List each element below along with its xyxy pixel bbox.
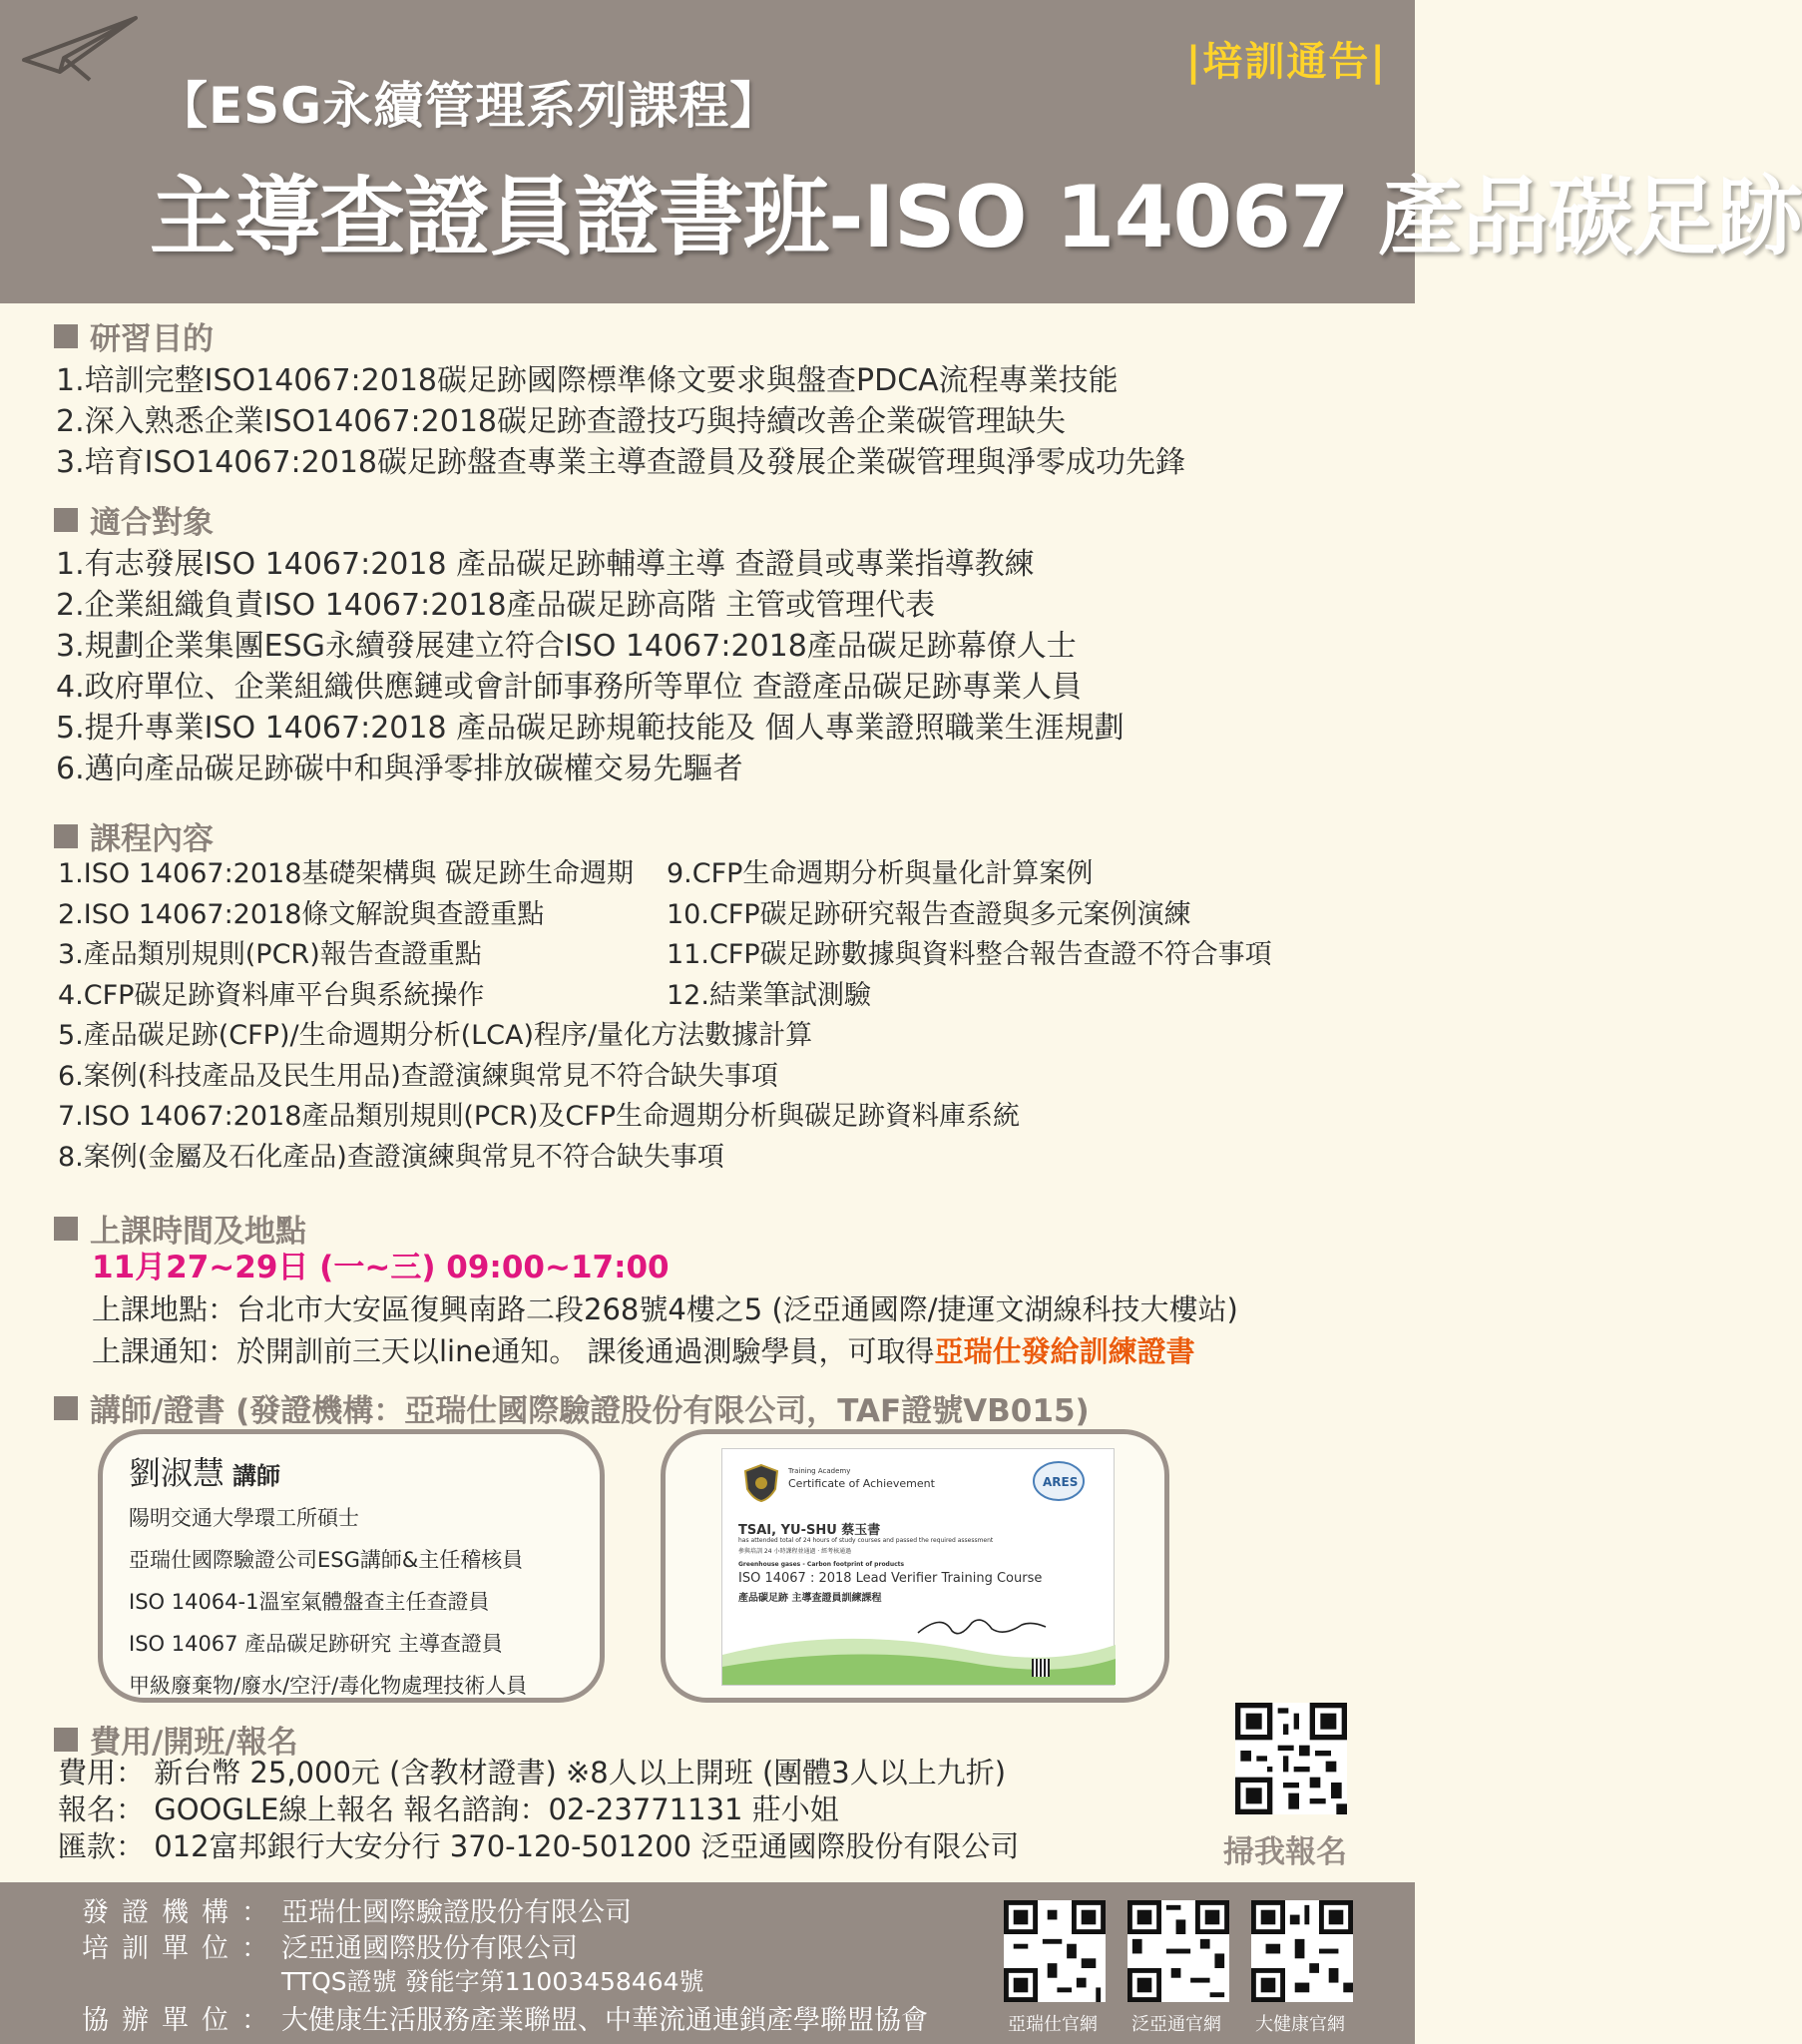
- instructor-name: 劉淑慧 講師: [129, 1454, 281, 1492]
- credential: ISO 14064-1溫室氣體盤查主任查證員: [129, 1590, 490, 1614]
- certificate-image: Training Academy Certificate of Achievement ARES TSAI, YU-SHU 蔡玉書 has attended total of 24 hours of study courses and passed the required assessment 參與培訓 24 小時課程並通過 · 經考核通過 Greenhouse gases - Carbon footprint of products ISO 14067 : 2018 Lead Verifier Training Course 產品碳足跡 主導查證員訓練課程: [721, 1448, 1115, 1686]
- purpose-section: [54, 313, 1185, 483]
- square-bullet-icon: [54, 324, 78, 348]
- square-bullet-icon: [54, 824, 78, 848]
- course-heading: 課程內容: [54, 813, 214, 858]
- class-location: 上課地點：台北市大安區復興南路二段268號4樓之5 (泛亞通國際/捷運文湖線科技大樓站): [92, 1292, 1238, 1326]
- course-item: 8.案例(金屬及石化產品)查證演練與常見不符合缺失事項: [58, 1141, 724, 1173]
- square-bullet-icon: [54, 508, 78, 532]
- course-item: 7.ISO 14067:2018產品類別規則(PCR)及CFP生命週期分析與碳足跡資料庫系統: [58, 1101, 1021, 1132]
- instructor-heading: 講師/證書 (發證機構：亞瑞仕國際驗證股份有限公司，TAF證號VB015): [54, 1385, 1090, 1430]
- list-item: 4.政府單位、企業組織供應鏈或會計師事務所等單位 查證產品碳足跡專業人員: [56, 670, 1083, 705]
- audience-section: [54, 497, 1125, 789]
- list-item: 5.提升專業ISO 14067:2018 產品碳足跡規範技能及 個人專業證照職業生涯規劃: [56, 711, 1125, 746]
- register-qr-code[interactable]: [1235, 1703, 1347, 1814]
- list-item: 2.企業組織負責ISO 14067:2018產品碳足跡高階 主管或管理代表: [56, 588, 936, 623]
- course-heading-wrap: [54, 813, 214, 858]
- schedule-heading: 上課時間及地點: [54, 1206, 306, 1251]
- credential: ISO 14067 產品碳足跡研究 主導查證員: [129, 1632, 503, 1656]
- bank-line: 匯款： 012富邦銀行大安分行 370-120-501200 泛亞通國際股份有限公司: [58, 1829, 1020, 1863]
- certificate-highlight: 亞瑞仕發給訓練證書: [934, 1334, 1195, 1368]
- health-website-qr[interactable]: [1251, 1900, 1353, 2002]
- course-item: 6.案例(科技產品及民生用品)查證演練與常見不符合缺失事項: [58, 1060, 778, 1092]
- issuer-line: 發證機構：亞瑞仕國際驗證股份有限公司: [82, 1897, 632, 1928]
- course-list: [58, 854, 1395, 1178]
- list-item: 1.培訓完整ISO14067:2018碳足跡國際標準條文要求與盤查PDCA流程專業技能: [56, 363, 1119, 398]
- certificate-wave-decoration: [722, 1615, 1116, 1685]
- class-notice: 上課通知：於開訓前三天以line通知。 課後通過測驗學員，可取得亞瑞仕發給訓練證書: [92, 1334, 1195, 1368]
- register-line: 報名： GOOGLE線上報名 報名諮詢：02-23771131 莊小姐: [58, 1792, 839, 1826]
- qr-label: 大健康官網: [1255, 2014, 1345, 2035]
- course-item: 5.產品碳足跡(CFP)/生命週期分析(LCA)程序/量化方法數據計算: [58, 1020, 813, 1051]
- list-item: 3.培育ISO14067:2018碳足跡盤查專業主導查證員及發展企業碳管理與淨零成功先鋒: [56, 445, 1186, 480]
- ttqs-line: TTQS證號 發能字第11003458464號: [281, 1967, 704, 1996]
- course-item: 2.ISO 14067:2018條文解說與查證重點: [58, 898, 545, 930]
- course-item: 3.產品類別規則(PCR)報告查證重點: [58, 939, 482, 970]
- certificate-qr-icon: [1032, 1659, 1050, 1677]
- course-item: 1.ISO 14067:2018基礎架構與 碳足跡生命週期: [58, 858, 634, 889]
- list-item: 3.規劃企業集團ESG永續發展建立符合ISO 14067:2018產品碳足跡幕僚人士: [56, 629, 1077, 664]
- course-item: 10.CFP碳足跡研究報告查證與多元案例演練: [667, 898, 1191, 930]
- footer: [0, 1882, 1415, 2044]
- fees-details: [58, 1755, 1019, 1865]
- qr-label: 泛亞通官網: [1131, 2014, 1221, 2035]
- qr-label: 亞瑞仕官網: [1008, 2014, 1098, 2035]
- list-item: 1.有志發展ISO 14067:2018 產品碳足跡輔導主導 查證員或專業指導教練: [56, 547, 1035, 582]
- announcement-badge: |培訓通告|: [1185, 39, 1387, 85]
- list-item: 6.邁向產品碳足跡碳中和與淨零排放碳權交易先驅者: [56, 752, 743, 786]
- pan-asia-website-qr[interactable]: [1127, 1900, 1229, 2002]
- scan-to-register-label: 掃我報名: [1223, 1834, 1347, 1870]
- course-item: 11.CFP碳足跡數據與資料整合報告查證不符合事項: [667, 939, 1272, 970]
- credential: 陽明交通大學環工所碩士: [129, 1506, 359, 1530]
- audience-heading: 適合對象: [54, 497, 1125, 542]
- list-item: 2.深入熟悉企業ISO14067:2018碳足跡查證技巧與持續改善企業碳管理缺失: [56, 404, 1067, 439]
- course-item: 9.CFP生命週期分析與量化計算案例: [667, 858, 1094, 889]
- fee-line: 費用： 新台幣 25,000元 (含教材證書) ※8人以上開班 (團體3人以上九折): [58, 1756, 1007, 1789]
- certificate-card: [661, 1429, 1169, 1703]
- aras-website-qr[interactable]: [1004, 1900, 1106, 2002]
- co-organizer-line: 協辦單位：大健康生活服務產業聯盟、中華流通連鎖產學聯盟協會: [82, 2005, 928, 2036]
- instructor-heading-wrap: [54, 1385, 1090, 1430]
- page-title: 主導查證員證書班-ISO 14067 產品碳足跡: [150, 168, 1802, 267]
- course-item: 4.CFP碳足跡資料庫平台與系統操作: [58, 979, 485, 1011]
- purpose-heading: 研習目的: [54, 313, 1185, 358]
- header-banner: [0, 0, 1802, 303]
- trainer-line: 培訓單位：泛亞通國際股份有限公司: [82, 1933, 578, 1964]
- class-date: 11月27~29日 (一~三) 09:00~17:00: [92, 1250, 670, 1285]
- shield-icon: [742, 1463, 780, 1503]
- square-bullet-icon: [54, 1396, 78, 1420]
- square-bullet-icon: [54, 1217, 78, 1241]
- credential: 亞瑞仕國際驗證公司ESG講師&主任稽核員: [129, 1548, 524, 1572]
- fees-heading: 費用/開班/報名: [54, 1717, 298, 1762]
- instructor-card: [98, 1429, 605, 1703]
- series-title: 【ESG永續管理系列課程】: [158, 77, 781, 135]
- paper-plane-icon: [20, 14, 140, 84]
- course-item: 12.結業筆試測驗: [667, 979, 871, 1011]
- schedule-heading-wrap: [54, 1206, 306, 1251]
- square-bullet-icon: [54, 1728, 78, 1752]
- credential: 甲級廢棄物/廢水/空汙/毒化物處理技術人員: [129, 1674, 528, 1698]
- schedule-details: [92, 1247, 1238, 1372]
